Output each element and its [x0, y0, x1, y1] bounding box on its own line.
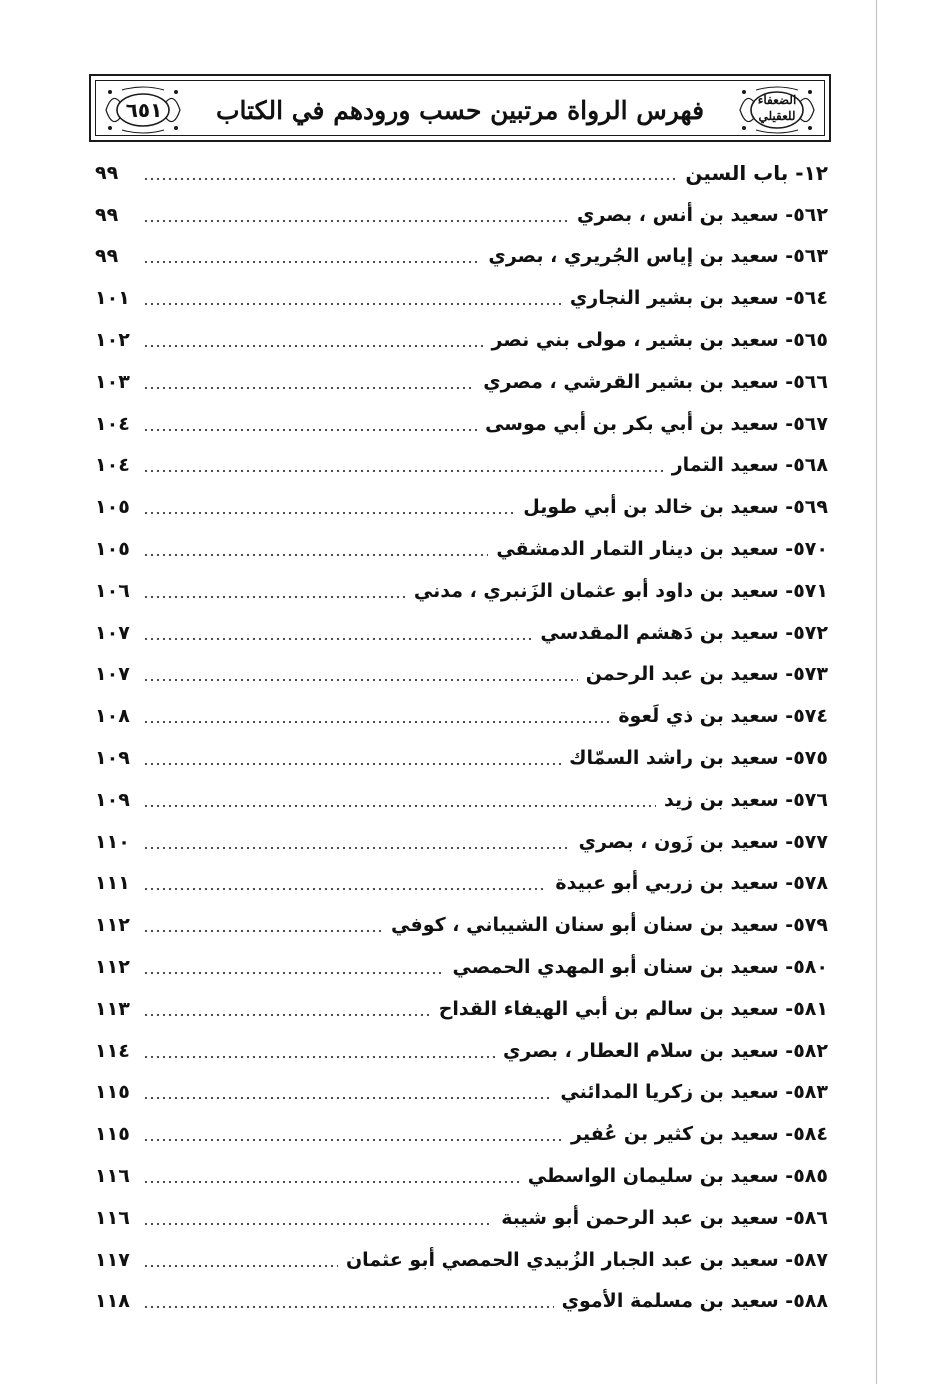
leader-dots	[143, 1181, 520, 1183]
entry-page-number: ١١٠	[95, 830, 130, 853]
leader-dots	[143, 847, 571, 849]
entry-separator: -	[778, 1039, 794, 1062]
index-entry-row	[95, 528, 828, 570]
entry-text	[501, 1207, 828, 1229]
section-heading-row	[95, 152, 828, 194]
entry-number: ٥٦٤	[793, 287, 828, 310]
entry-name: سعيد بن سنان أبو سنان الشيباني ، كوفي	[391, 914, 779, 937]
leader-dots	[143, 972, 445, 974]
entry-page-number: ١١٤	[95, 1039, 130, 1062]
leader-dots	[143, 1306, 554, 1308]
entry-separator: -	[778, 956, 794, 979]
entry-number: ٥٨٢	[793, 1039, 828, 1062]
index-entry-row	[95, 1072, 828, 1114]
entry-page-number: ١٠١	[95, 287, 130, 310]
entry-text	[483, 371, 828, 393]
entry-text	[555, 872, 828, 894]
index-entry-row	[95, 904, 828, 946]
entry-page-number: ١١٥	[95, 1081, 130, 1104]
leader-dots	[143, 178, 677, 180]
entry-separator: -	[778, 538, 794, 561]
index-entry-row	[95, 486, 828, 528]
entry-number: ٥٦٥	[793, 329, 828, 352]
entry-number: ٥٨٨	[793, 1290, 828, 1313]
page-title: فهرس الرواة مرتبين حسب ورودهم في الكتاب	[215, 96, 705, 125]
entry-page-number: ١٠٧	[95, 663, 130, 686]
entry-name: سعيد بن كثير بن عُفير	[571, 1123, 779, 1146]
entry-text	[488, 245, 828, 267]
entry-number: ٥٧٤	[793, 705, 828, 728]
page-number: ٦٥١	[125, 98, 163, 122]
leader-dots	[143, 387, 475, 389]
entry-number: ٥٦٧	[793, 412, 828, 435]
entry-text	[496, 538, 828, 560]
leader-dots	[143, 554, 488, 556]
entry-name: سعيد بن أنس ، بصري	[577, 203, 779, 226]
leader-dots	[143, 345, 484, 347]
entry-separator: -	[778, 872, 794, 895]
entry-page-number: ١٠٩	[95, 747, 130, 770]
entry-separator: -	[778, 454, 794, 477]
entry-separator: -	[778, 788, 794, 811]
entry-name: سعيد بن عبد الجبار الزُبيدي الحمصي أبو عثمان	[345, 1248, 779, 1271]
entry-separator: -	[778, 496, 794, 519]
entry-text	[439, 998, 828, 1020]
entry-text	[503, 1040, 828, 1062]
entry-separator: -	[778, 830, 794, 853]
entry-page-number: ١٠٥	[95, 538, 130, 561]
header-inner-frame	[95, 80, 825, 136]
entry-page-number: ١٠٢	[95, 329, 130, 352]
entry-name: سعيد بن راشد السمّاك	[569, 747, 779, 770]
entry-text	[570, 287, 828, 309]
entry-separator: -	[778, 1206, 794, 1229]
entry-separator: -	[778, 370, 794, 393]
index-entry-row	[95, 779, 828, 821]
entry-page-number: ١٠٦	[95, 579, 130, 602]
entry-text	[485, 413, 828, 435]
entry-page-number: ١١٢	[95, 914, 130, 937]
index-entry-row	[95, 737, 828, 779]
entry-text	[492, 329, 828, 351]
entry-page-number: ١١٦	[95, 1165, 130, 1188]
index-entry-row	[95, 1197, 828, 1239]
entry-name: سعيد بن داود أبو عثمان الزَنبري ، مدني	[413, 579, 779, 602]
entry-number: ٥٧٢	[793, 621, 828, 644]
entry-name: سعيد بن خالد بن أبي طويل	[523, 496, 779, 519]
leader-dots	[143, 512, 515, 514]
entry-name: سعيد بن سليمان الواسطي	[527, 1165, 779, 1188]
index-entry-row	[95, 654, 828, 696]
leader-dots	[143, 303, 562, 305]
entry-number: ٥٦٢	[793, 203, 828, 226]
entry-text	[571, 1123, 828, 1145]
entry-page-number: ١٠٤	[95, 412, 130, 435]
entry-name: سعيد بن بشير النجاري	[569, 287, 779, 310]
leader-dots	[143, 679, 578, 681]
entry-number: ٥٦٣	[793, 245, 828, 268]
entry-text	[391, 914, 828, 936]
entry-number: ٥٧٥	[793, 747, 828, 770]
entry-page-number: ١١٧	[95, 1248, 130, 1271]
leader-dots	[143, 1097, 552, 1099]
index-entry-row	[95, 821, 828, 863]
index-entry-row	[95, 570, 828, 612]
entry-number: ٥٦٦	[793, 370, 828, 393]
entry-name: سعيد بن بشير القرشي ، مصري	[483, 370, 779, 393]
entry-separator: -	[778, 1290, 794, 1313]
entry-text	[346, 1249, 828, 1271]
leader-dots	[143, 888, 547, 890]
entry-number: ٥٨٥	[793, 1165, 828, 1188]
entry-separator: -	[778, 1123, 794, 1146]
entry-number: ٥٧٦	[793, 788, 828, 811]
index-entry-row	[95, 194, 828, 236]
entry-text	[523, 496, 828, 518]
book-logo-text: الضعفاء للعقيلي	[757, 93, 797, 123]
leader-dots	[143, 763, 561, 765]
entry-number: ٥٨٧	[793, 1248, 828, 1271]
leader-dots	[143, 721, 610, 723]
entry-page-number: ١١٨	[95, 1290, 130, 1313]
entry-rows	[95, 194, 828, 1323]
index-entry-row	[95, 946, 828, 988]
entry-page-number: ١١٣	[95, 997, 130, 1020]
entry-page-number: ١٠٥	[95, 496, 130, 519]
index-entry-row	[95, 1113, 828, 1155]
entry-number: ٥٧٠	[793, 538, 828, 561]
entry-text	[528, 1165, 828, 1187]
index-entry-row	[95, 445, 828, 487]
entry-name: سعيد بن دَهشم المقدسي	[540, 621, 779, 644]
entry-name: سعيد بن زيد	[664, 788, 779, 811]
entry-number: ٥٧٧	[793, 830, 828, 853]
index-entry-row	[95, 277, 828, 319]
entry-number: ٥٧٨	[793, 872, 828, 895]
entry-separator: -	[778, 621, 794, 644]
entry-separator: -	[778, 579, 794, 602]
entry-text	[560, 1081, 828, 1103]
entry-page-number: ١٠٨	[95, 705, 130, 728]
index-entry-row	[95, 1281, 828, 1323]
entry-page-number: ١٠٤	[95, 454, 130, 477]
leader-dots	[143, 1265, 338, 1267]
leader-dots	[143, 1223, 493, 1225]
entry-separator: -	[778, 663, 794, 686]
entry-separator: -	[778, 705, 794, 728]
entry-separator: -	[778, 997, 794, 1020]
entry-name: سعيد بن سنان أبو المهدي الحمصي	[452, 956, 779, 979]
section-page: ٩٩	[95, 161, 119, 184]
entry-text	[569, 747, 828, 769]
entry-separator: -	[778, 245, 794, 268]
entry-number: ٥٧٣	[793, 663, 828, 686]
index-entry-row	[95, 236, 828, 278]
leader-dots	[143, 429, 477, 431]
page-header	[89, 74, 831, 142]
entry-text	[579, 831, 828, 853]
entry-number: ٥٧٩	[793, 914, 828, 937]
entry-name: سعيد بن بشير ، مولى بني نصر	[491, 329, 779, 352]
entry-name: سعيد بن زَون ، بصري	[578, 830, 779, 853]
entry-page-number: ١١٦	[95, 1206, 130, 1229]
entry-separator: -	[778, 1165, 794, 1188]
entry-number: ٥٨٣	[793, 1081, 828, 1104]
entry-name: سعيد بن سالم بن أبي الهيفاء القداح	[438, 997, 779, 1020]
index-entry-row	[95, 319, 828, 361]
index-entry-row	[95, 403, 828, 445]
entry-text	[618, 705, 828, 727]
index-entry-row	[95, 361, 828, 403]
entry-separator: -	[778, 1081, 794, 1104]
entry-name: سعيد بن دينار التمار الدمشقي	[496, 538, 779, 561]
index-entry-row	[95, 695, 828, 737]
index-entry-row	[95, 612, 828, 654]
entry-text	[562, 1290, 828, 1312]
entry-name: سعيد بن سلام العطار ، بصري	[502, 1039, 779, 1062]
entry-page-number: ١١٢	[95, 956, 130, 979]
entry-text	[586, 663, 828, 685]
entry-text	[672, 454, 828, 476]
entry-separator: -	[778, 287, 794, 310]
entry-number: ٥٨٠	[793, 956, 828, 979]
entry-text	[414, 580, 828, 602]
entry-name: سعيد بن عبد الرحمن	[585, 663, 779, 686]
entry-text	[540, 622, 828, 644]
entry-page-number: ١١٥	[95, 1123, 130, 1146]
entry-name: سعيد بن زكريا المدائني	[560, 1081, 779, 1104]
leader-dots	[143, 596, 406, 598]
entry-number: ٥٧١	[793, 579, 828, 602]
leader-dots	[143, 805, 656, 807]
leader-dots	[143, 220, 569, 222]
entry-separator: -	[778, 412, 794, 435]
leader-dots	[143, 1056, 495, 1058]
entry-number: ٥٦٨	[793, 454, 828, 477]
entry-number: ٥٨٤	[793, 1123, 828, 1146]
leader-dots	[143, 1139, 563, 1141]
index-entry-row	[95, 863, 828, 905]
entry-page-number: ٩٩	[95, 203, 119, 226]
entry-separator: -	[778, 914, 794, 937]
entry-text	[577, 204, 828, 226]
leader-dots	[143, 470, 664, 472]
section-heading: ١٢- باب السين	[685, 160, 828, 185]
index-list	[95, 152, 828, 1322]
entry-text	[664, 789, 828, 811]
entry-name: سعيد بن أبي بكر بن أبي موسى	[485, 412, 779, 435]
entry-separator: -	[778, 1248, 794, 1271]
entry-name: سعيد بن زربي أبو عبيدة	[555, 872, 779, 895]
entry-separator: -	[778, 329, 794, 352]
leader-dots	[143, 638, 532, 640]
entry-name: سعيد بن إياس الجُريري ، بصري	[488, 245, 779, 268]
entry-page-number: ٩٩	[95, 245, 119, 268]
index-entry-row	[95, 1155, 828, 1197]
entry-text	[453, 956, 828, 978]
entry-name: سعيد بن ذي لَعوة	[618, 705, 779, 728]
leader-dots	[143, 261, 480, 263]
entry-name: سعيد التمار	[671, 454, 779, 477]
entry-number: ٥٨١	[793, 997, 828, 1020]
index-entry-row	[95, 1239, 828, 1281]
leader-dots	[143, 1014, 431, 1016]
entry-name: سعيد بن مسلمة الأموي	[561, 1290, 779, 1313]
leader-dots	[143, 930, 383, 932]
index-entry-row	[95, 988, 828, 1030]
entry-number: ٥٨٦	[793, 1206, 828, 1229]
entry-page-number: ١٠٧	[95, 621, 130, 644]
entry-separator: -	[778, 203, 794, 226]
page-edge-rule	[876, 0, 877, 1384]
entry-page-number: ١١١	[95, 872, 130, 895]
entry-page-number: ١٠٣	[95, 370, 130, 393]
index-entry-row	[95, 1030, 828, 1072]
entry-number: ٥٦٩	[793, 496, 828, 519]
entry-name: سعيد بن عبد الرحمن أبو شيبة	[501, 1206, 779, 1229]
entry-page-number: ١٠٩	[95, 788, 130, 811]
entry-separator: -	[778, 747, 794, 770]
